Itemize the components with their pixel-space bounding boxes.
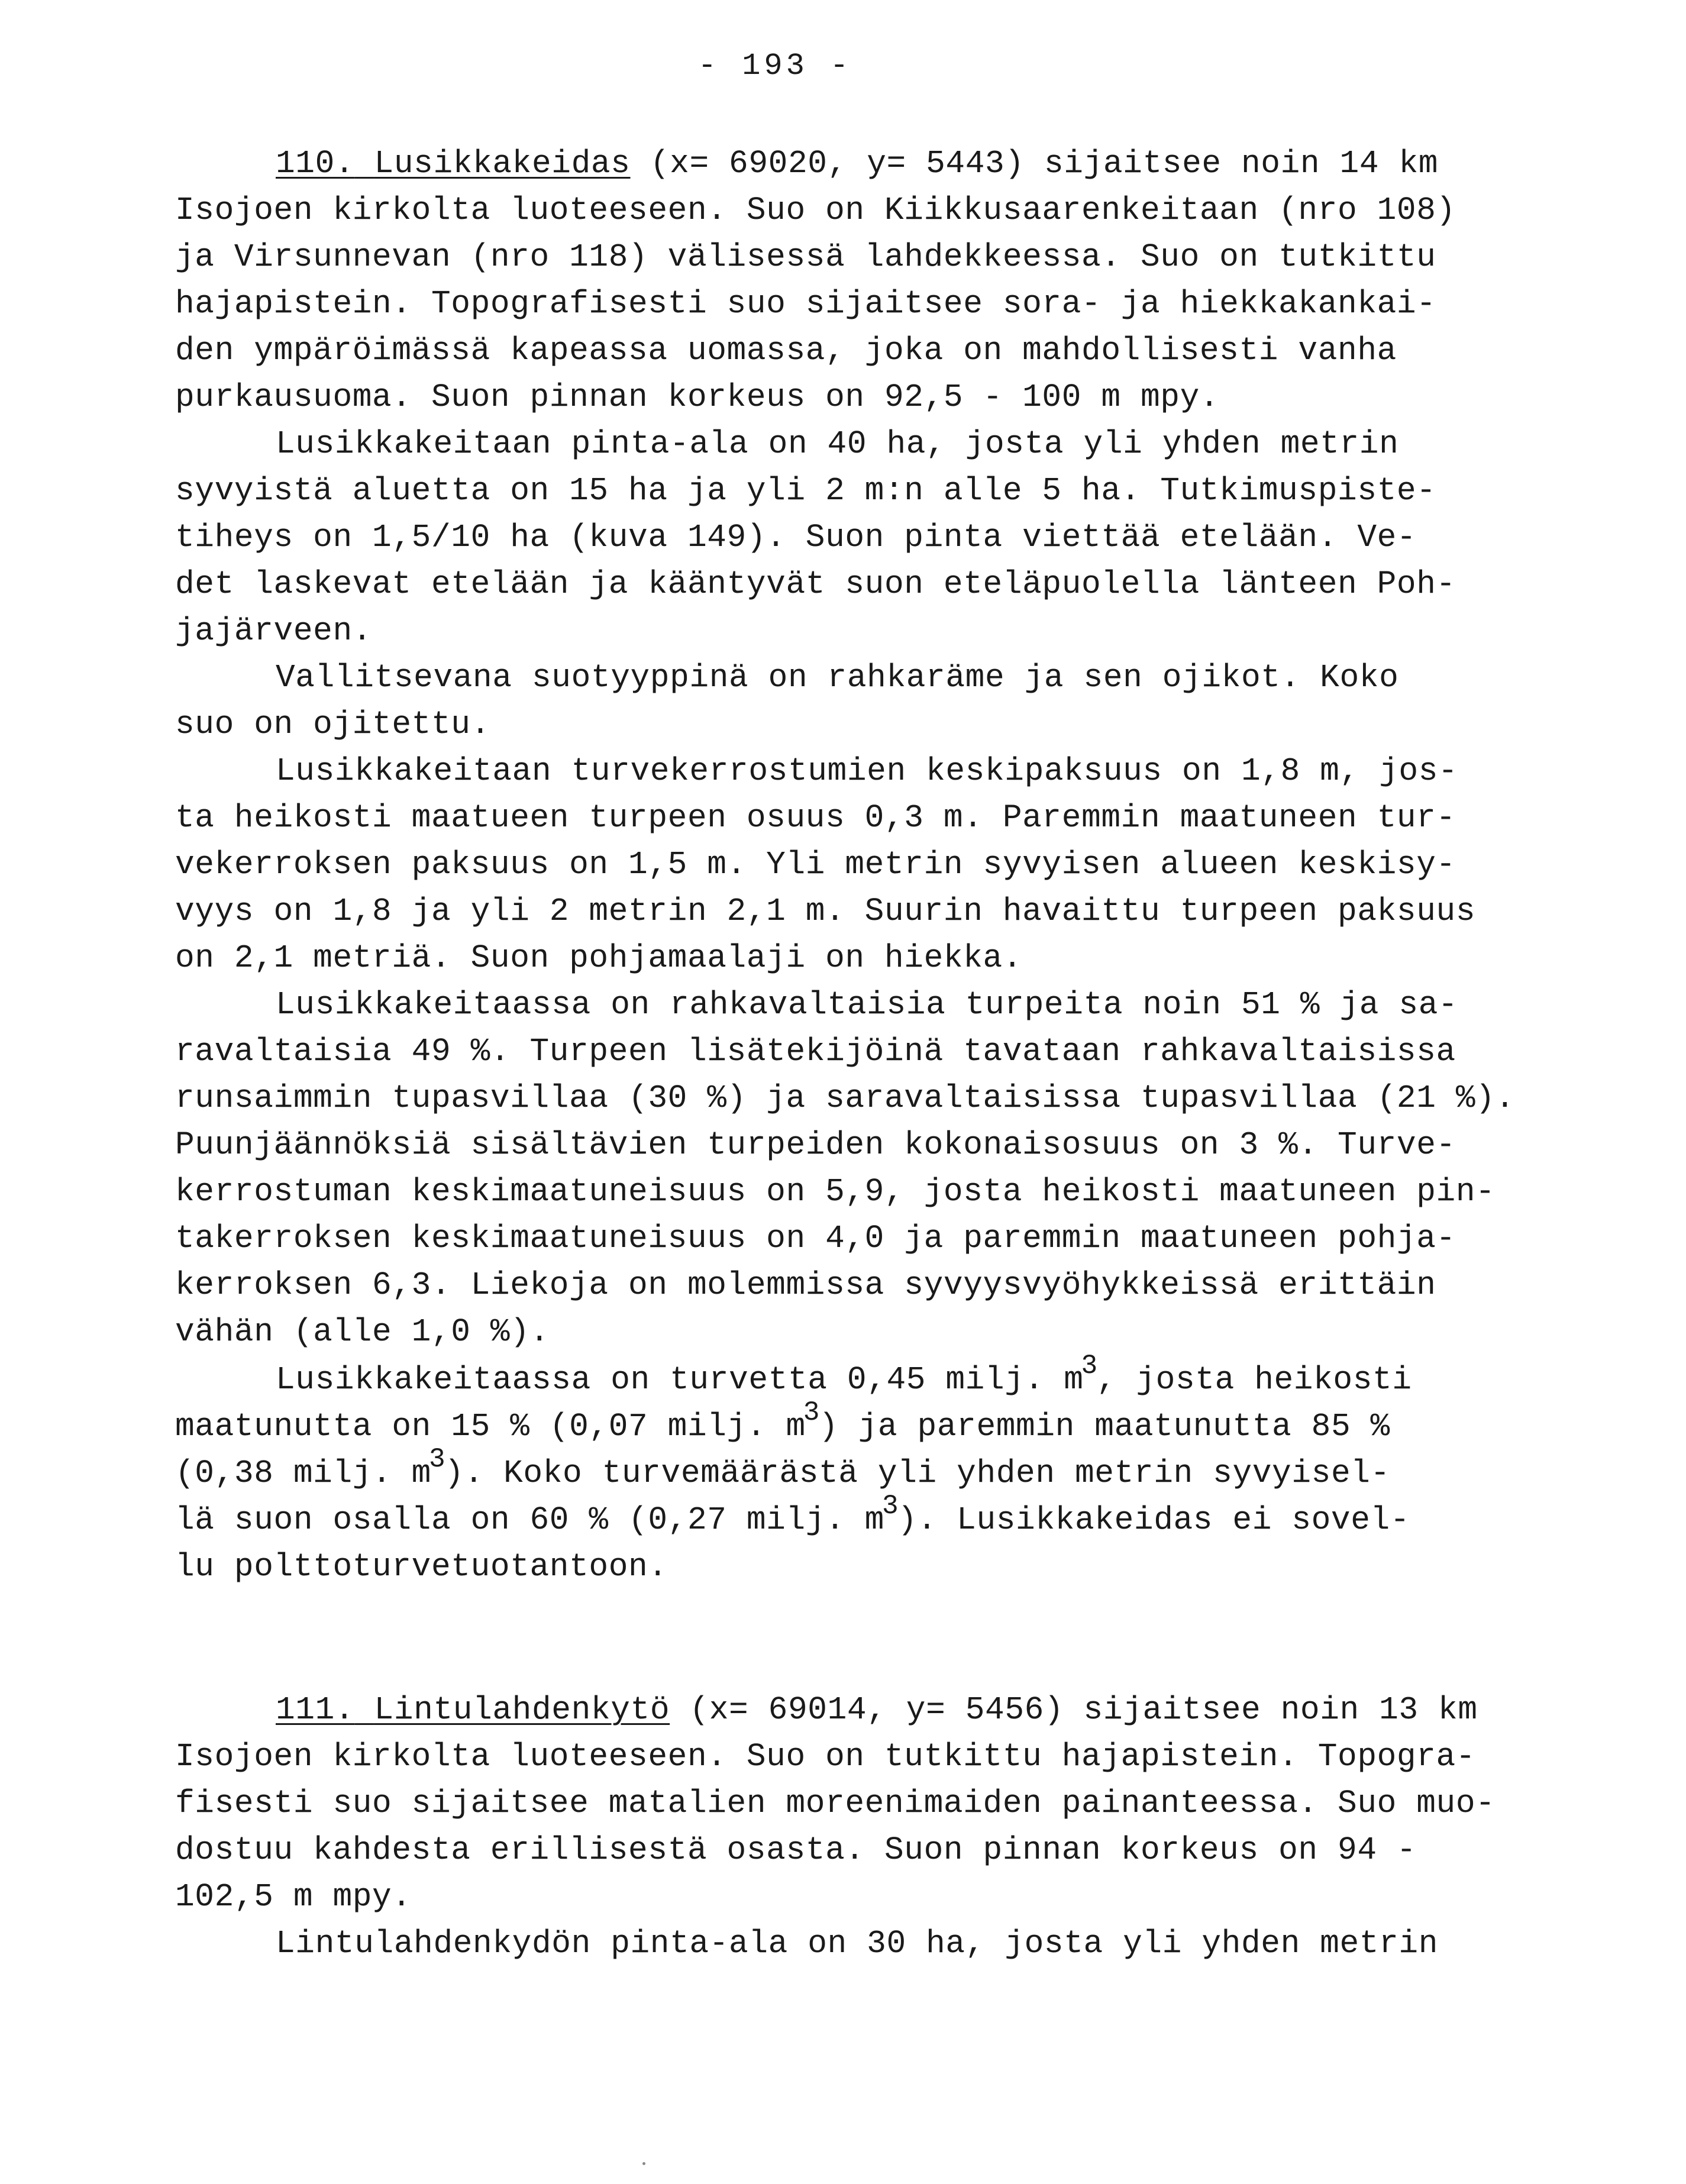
superscript: 3 xyxy=(1081,1351,1098,1381)
section-110-name: Lusikkakeidas xyxy=(374,146,631,182)
paragraph-start-line: Lusikkakeitaan turvekerrostumien keskipaksuus on 1,8 m, jos- xyxy=(276,754,1458,790)
text-line: Isojoen kirkolta luoteeseen. Suo on Kiikkusaarenkeitaan (nro 108) xyxy=(175,193,1456,229)
section-111-title xyxy=(276,1692,670,1729)
text-line: on 2,1 metriä. Suon pohjamaalaji on hiekka. xyxy=(175,941,1023,977)
text-line: runsaimmin tupasvillaa (30 %) ja saravaltaisissa tupasvillaa (21 %). xyxy=(175,1081,1515,1117)
section-111-heading xyxy=(276,1693,1478,1729)
text-line: vekerroksen paksuus on 1,5 m. Yli metrin syvyisen alueen keskisy- xyxy=(175,847,1456,883)
paragraph-start-line: Lintulahdenkydön pinta-ala on 30 ha, josta yli yhden metrin xyxy=(276,1926,1439,1962)
section-111-heading-rest: (x= 69014, y= 5456) sijaitsee noin 13 km xyxy=(670,1692,1478,1729)
volume-line: lä suon osalla on 60 % (0,27 milj. $m^3$). Lusikkakeidas ei sovel- xyxy=(175,1491,1410,1539)
superscript: 3 xyxy=(882,1491,899,1521)
text-line: vyys on 1,8 ja yli 2 metrin 2,1 m. Suurin havaittu turpeen paksuus xyxy=(175,894,1476,930)
text-line: ravaltaisia 49 %. Turpeen lisätekijöinä tavataan rahkavaltaisissa xyxy=(175,1034,1456,1070)
text-line: syvyistä aluetta on 15 ha ja yli 2 m:n alle 5 ha. Tutkimuspiste- xyxy=(175,473,1436,509)
text-line: purkausuoma. Suon pinnan korkeus on 92,5 - 100 m mpy. xyxy=(175,380,1220,416)
section-110-title xyxy=(276,146,631,182)
text-line: dostuu kahdesta erillisestä osasta. Suon pinnan korkeus on 94 - xyxy=(175,1833,1417,1869)
superscript: 3 xyxy=(803,1397,820,1428)
scan-speck xyxy=(642,2162,645,2165)
text-line: lu polttoturvetuotantoon. xyxy=(175,1549,668,1585)
volume-line: Lusikkakeitaassa on turvetta 0,45 milj. $m^3$, josta heikosti xyxy=(276,1351,1412,1398)
text-line: 102,5 m mpy. xyxy=(175,1879,412,1915)
text-line: den ympäröimässä kapeassa uomassa, joka on mahdollisesti vanha xyxy=(175,333,1397,369)
text-line: kerrostuman keskimaatuneisuus on 5,9, josta heikosti maatuneen pin- xyxy=(175,1174,1496,1210)
section-110-number: 110. xyxy=(276,146,355,182)
text-line: ta heikosti maatueen turpeen osuus 0,3 m. Paremmin maatuneen tur- xyxy=(175,800,1456,836)
page-number: - 193 - xyxy=(697,49,852,83)
section-110-heading xyxy=(276,147,1438,182)
section-111-number: 111. xyxy=(276,1692,355,1729)
text-line: vähän (alle 1,0 %). xyxy=(175,1314,550,1351)
text-line: hajapistein. Topografisesti suo sijaitsee sora- ja hiekkakankai- xyxy=(175,286,1436,322)
text-line: fisesti suo sijaitsee matalien moreenimaiden painanteessa. Suo muo- xyxy=(175,1786,1496,1822)
section-111-name: Lintulahdenkytö xyxy=(374,1692,670,1729)
text-line: ja Virsunnevan (nro 118) välisessä lahdekkeessa. Suo on tutkittu xyxy=(175,240,1436,276)
volume-line: (0,38 milj. $m^3$). Koko turvemäärästä yli yhden metrin syvyisel- xyxy=(175,1444,1390,1492)
text-line: tiheys on 1,5/10 ha (kuva 149). Suon pinta viettää etelään. Ve- xyxy=(175,520,1417,556)
text-line: jajärveen. xyxy=(175,613,373,650)
section-110-heading-rest: (x= 69020, y= 5443) sijaitsee noin 14 km xyxy=(630,146,1439,182)
text-line: kerroksen 6,3. Liekoja on molemmissa syvyysvyöhykkeissä erittäin xyxy=(175,1268,1436,1304)
paragraph-start-line: Lusikkakeitaassa on rahkavaltaisia turpeita noin 51 % ja sa- xyxy=(276,987,1458,1023)
superscript: 3 xyxy=(428,1444,446,1475)
paragraph-start-line: Vallitsevana suotyyppinä on rahkaräme ja sen ojikot. Koko xyxy=(276,660,1399,696)
text-line: takerroksen keskimaatuneisuus on 4,0 ja paremmin maatuneen pohja- xyxy=(175,1221,1456,1257)
volume-line: maatunutta on 15 % (0,07 milj. $m^3$) ja paremmin maatunutta 85 % xyxy=(175,1397,1390,1445)
text-line: Puunjäännöksiä sisältävien turpeiden kokonaisosuus on 3 %. Turve- xyxy=(175,1127,1456,1164)
text-line: suo on ojitettu. xyxy=(175,707,490,743)
text-line: Isojoen kirkolta luoteeseen. Suo on tutkittu hajapistein. Topogra- xyxy=(175,1739,1476,1775)
paragraph-start-line: Lusikkakeitaan pinta-ala on 40 ha, josta yli yhden metrin xyxy=(276,427,1399,463)
text-line: det laskevat etelään ja kääntyvät suon eteläpuolella länteen Poh- xyxy=(175,567,1456,603)
